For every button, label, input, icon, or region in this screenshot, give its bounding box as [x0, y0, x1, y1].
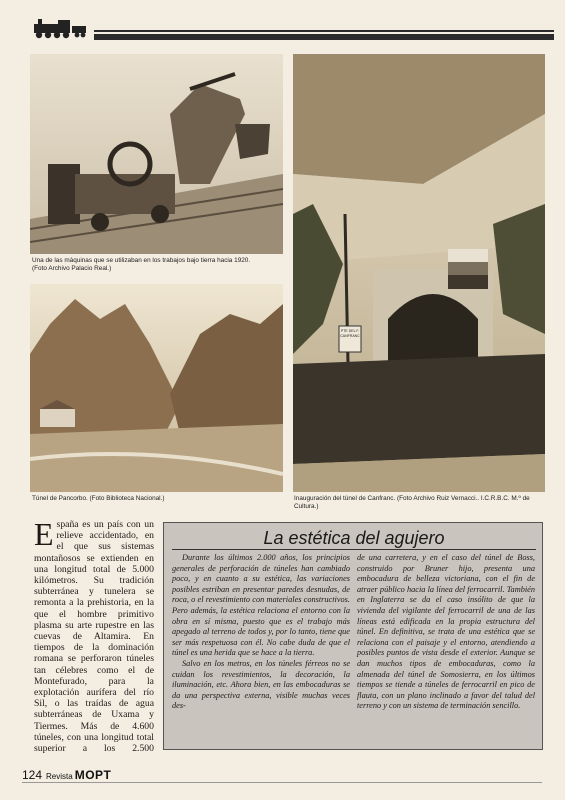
- footer-magazine-logo: MOPT: [74, 768, 112, 782]
- photo-excavator-machine: [30, 54, 283, 254]
- sidebar-paragraph: Salvo en los metros, en los túneles férreos no se cuidan los revestimientos, la decoración, la iluminación, etc. Ahora bien, en las embocaduras se da una perspectiva externa, visible muchas veces des-: [172, 658, 350, 711]
- footer-revista: Revista: [46, 772, 73, 781]
- sidebar-title: La estética del agujero: [263, 528, 445, 548]
- page-header: [0, 0, 565, 48]
- header-rule: [94, 34, 554, 40]
- caption-canfranc-text: Inauguración del túnel de Canfranc. (Foto Archivo Ruiz Vernacci.. I.C.R.B.C. M.º de Cultura.): [294, 495, 530, 510]
- sidebar-paragraph: de una carretera, y en el caso del túnel de Boss, construido por Bruner hijo, presenta una embocadura de belleza victoriana, con el fin de atraer público hacia la línea del ferrocarril. También en Inglaterra se da el caso insólito de que la vivienda del vigilante del ferrocarril de una de las líneas está edificada en la propia estructura del túnel. En definitiva, se trata de una estética que se relaciona con el paisaje y el entorno, atendiendo a posibles puntos de vista desde el exterior. Aunque se dan muchos tipos de embocaduras, como la almenada del túnel de Somosierra, en los últimos tiempos se tiende a túneles de ferrocarril en pico de flauta, con un plano inclinado a favor del talud del terreno y con un sistema de terminación sencillo.: [357, 553, 535, 711]
- page-number: 124: [22, 768, 43, 782]
- photo-caption-pancorbo: [32, 495, 282, 503]
- article-dropcap: E: [34, 519, 54, 552]
- steam-locomotive-icon: [30, 18, 90, 40]
- canfranc-sign: PTE DEL F. CANFRANC: [340, 329, 360, 338]
- sidebar-box: [163, 522, 543, 750]
- article-body: [34, 519, 154, 754]
- header-rule-thin: [94, 30, 554, 32]
- article-text: spaña es un país con un relieve accidentado, en el que sus sistemas montañosos se extienden en una longitud total de 5.000 kilómetros. Su tradición subterránea y tunelera se remonta a la prehistoria, en la que el hombre primitivo plasma su arte rupestre en las cuevas de Altamira. En tiempos de la dominación romana se perforaron túneles tan célebres como el de Montefurado, para la explotación aurífera del río Sil, o las traídas de agua subterráneas de Uxama y Tiermes. Más de 4.600 túneles, con una longitud total superior a los 2.500: [34, 519, 154, 754]
- caption-machine-text: Una de las máquinas que se utilizaban en los trabajos bajo tierra hacia 1920.: [32, 257, 251, 264]
- footer-rule: [22, 782, 542, 783]
- photo-pancorbo-tunnel: [30, 284, 283, 492]
- photo-caption-machine: [32, 257, 282, 273]
- caption-machine-credit: (Foto Archivo Palacio Real.): [32, 265, 112, 272]
- sidebar-column-1: [172, 553, 350, 712]
- caption-pancorbo-text: Túnel de Pancorbo. (Foto Biblioteca Nacional.): [32, 495, 165, 502]
- page-footer: [22, 768, 111, 782]
- sidebar-paragraph: Durante los últimos 2.000 años, los principios generales de perforación de túneles han cambiado poco, y en cuanto a su estética, las variaciones posibles estriban en presentar paredes desnudas, de roca, o el revestimiento con materiales constructivos. Pero además, la estética relaciona el entorno con la obra en sí misma, puesto que es el trabajo más apegado al terreno de todos y, por lo tanto, tiene que ser más respetuosa con él. No cabe duda de que el túnel es una herida que se hace a la tierra.: [172, 553, 350, 658]
- sidebar-title-rule: [172, 549, 536, 550]
- sidebar-column-2: [357, 553, 535, 712]
- photo-canfranc-inauguration: [293, 54, 545, 492]
- photo-caption-canfranc: [294, 495, 554, 511]
